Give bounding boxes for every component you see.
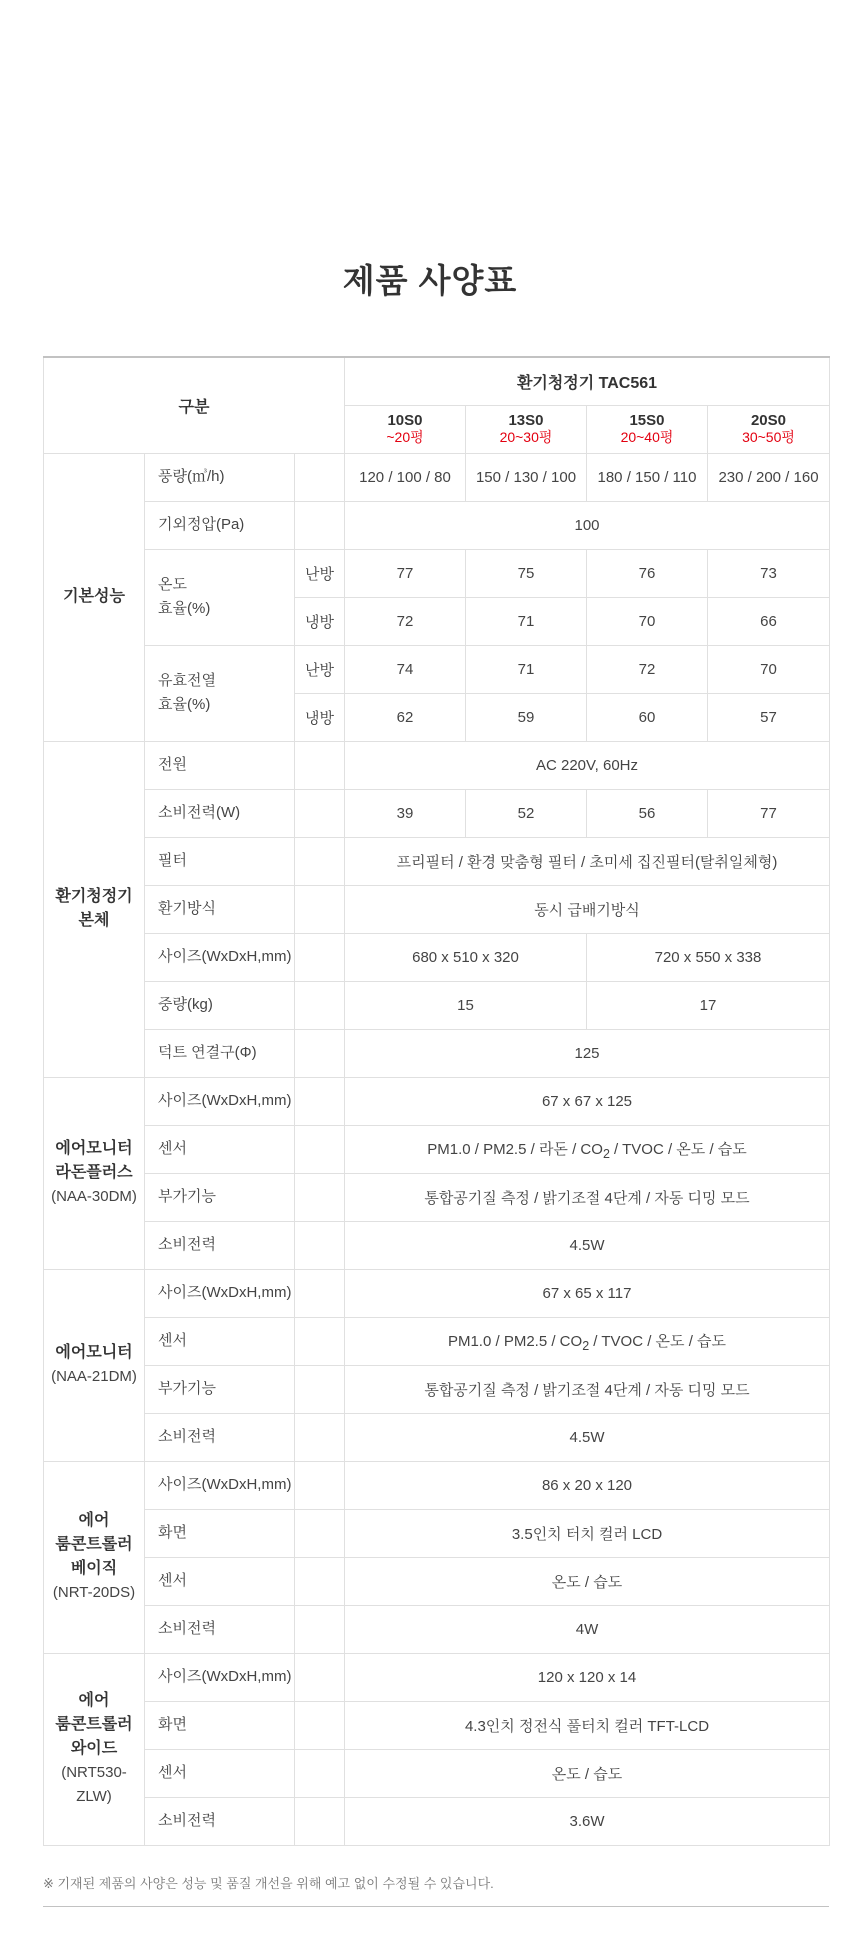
- section-controller-basic: [44, 1461, 145, 1653]
- table-row: [44, 453, 830, 501]
- sensor-text: PM1.0 / PM2.5 / 라돈 / CO: [427, 1140, 603, 1158]
- footnote: ※ 기재된 제품의 사양은 성능 및 품질 개선을 위해 예고 없이 수정될 수 있습니다.: [43, 1876, 494, 1891]
- value-cell: 180 / 150 / 110: [587, 453, 708, 501]
- item-label: 소비전력: [145, 1221, 295, 1269]
- item-label: 덕트 연결구(Φ): [145, 1029, 295, 1077]
- sub-label: 냉방: [295, 693, 345, 741]
- sub-label-empty: [295, 1173, 345, 1221]
- section-name-line: 룸콘트롤러: [55, 1536, 133, 1553]
- value-cell: 70: [587, 597, 708, 645]
- value-cell: 59: [466, 693, 587, 741]
- section-monitor: [44, 1269, 145, 1461]
- value-cell: 3.6W: [345, 1797, 830, 1845]
- value-cell: 125: [345, 1029, 830, 1077]
- model-name: 20S0: [750, 412, 787, 429]
- sub-label: 난방: [295, 645, 345, 693]
- value-cell: 통합공기질 측정 / 밝기조절 4단계 / 자동 디밍 모드: [345, 1365, 830, 1413]
- sub-label-empty: [295, 1653, 345, 1701]
- table-row: [44, 1269, 830, 1317]
- sub-label-empty: [295, 1269, 345, 1317]
- sensor-text: PM1.0 / PM2.5 / CO: [447, 1332, 583, 1350]
- value-cell: 통합공기질 측정 / 밝기조절 4단계 / 자동 디밍 모드: [345, 1173, 830, 1221]
- table-row: [44, 1749, 830, 1797]
- sub-label-empty: [295, 1365, 345, 1413]
- value-cell: 230 / 200 / 160: [708, 453, 830, 501]
- section-model-code: (NRT-20DS): [52, 1584, 136, 1601]
- value-cell: 4.5W: [345, 1413, 830, 1461]
- section-name-line: 환기청정기: [55, 888, 133, 905]
- value-cell: 57: [708, 693, 830, 741]
- table-row: [44, 501, 830, 549]
- value-cell: 67 x 67 x 125: [345, 1077, 830, 1125]
- sub-label-empty: [295, 1413, 345, 1461]
- sensor-text: / TVOC / 온도 / 습도: [589, 1332, 727, 1350]
- section-name-line: 베이직: [70, 1560, 118, 1577]
- item-label: 중량(kg): [145, 981, 295, 1029]
- value-cell: 60: [587, 693, 708, 741]
- section-name-line: 에어모니터: [55, 1140, 133, 1157]
- table-row: [44, 1221, 830, 1269]
- table-row: [44, 789, 830, 837]
- page-title: 제품 사양표: [342, 262, 518, 299]
- sub-label-empty: [295, 453, 345, 501]
- value-cell: 52: [466, 789, 587, 837]
- value-cell: 120 x 120 x 14: [345, 1653, 830, 1701]
- value-cell: 71: [466, 597, 587, 645]
- value-cell: 680 x 510 x 320: [345, 933, 587, 981]
- value-cell: 70: [708, 645, 830, 693]
- sub-label-empty: [295, 837, 345, 885]
- section-name-line: 본체: [78, 912, 110, 929]
- item-label: 사이즈(WxDxH,mm): [145, 1653, 295, 1701]
- table-row: [44, 981, 830, 1029]
- value-cell: 3.5인치 터치 컬러 LCD: [345, 1509, 830, 1557]
- subscript: 2: [602, 1146, 610, 1161]
- section-name-line: 룸콘트롤러: [55, 1716, 133, 1733]
- sub-label-empty: [295, 933, 345, 981]
- model-area: 20~40평: [620, 429, 674, 445]
- value-cell: 100: [345, 501, 830, 549]
- sub-label-empty: [295, 741, 345, 789]
- value-cell: 프리필터 / 환경 맞춤형 필터 / 초미세 집진필터(탈취일체형): [345, 837, 830, 885]
- table-row: [44, 933, 830, 981]
- model-10s0: [345, 405, 466, 453]
- item-label: 소비전력: [145, 1797, 295, 1845]
- item-label-line: 온도: [158, 576, 187, 593]
- value-cell: 4W: [345, 1605, 830, 1653]
- section-basic: 기본성능: [44, 453, 145, 741]
- item-label: [145, 645, 295, 741]
- item-label: 전원: [145, 741, 295, 789]
- value-cell: 17: [587, 981, 830, 1029]
- value-cell: 75: [466, 549, 587, 597]
- sub-label-empty: [295, 885, 345, 933]
- model-20s0: [708, 405, 830, 453]
- value-cell: AC 220V, 60Hz: [345, 741, 830, 789]
- item-label: [145, 549, 295, 645]
- table-row: [44, 1557, 830, 1605]
- section-model-code: (NAA-21DM): [51, 1368, 137, 1385]
- sub-label-empty: [295, 1557, 345, 1605]
- value-cell: 86 x 20 x 120: [345, 1461, 830, 1509]
- sub-label-empty: [295, 1701, 345, 1749]
- item-label: 센서: [145, 1749, 295, 1797]
- item-label: 센서: [145, 1557, 295, 1605]
- value-cell: 온도 / 습도: [345, 1749, 830, 1797]
- item-label: 센서: [145, 1125, 295, 1173]
- sub-label-empty: [295, 1029, 345, 1077]
- sub-label-empty: [295, 501, 345, 549]
- value-cell: 15: [345, 981, 587, 1029]
- value-cell: 56: [587, 789, 708, 837]
- item-label-line: 효율(%): [158, 696, 211, 713]
- table-row: [44, 1413, 830, 1461]
- item-label: 센서: [145, 1317, 295, 1365]
- table-row: [44, 645, 830, 693]
- table-row: [44, 1653, 830, 1701]
- header-row: [44, 357, 830, 405]
- sub-label-empty: [295, 1797, 345, 1845]
- value-cell: 120 / 100 / 80: [345, 453, 466, 501]
- sub-label-empty: [295, 1461, 345, 1509]
- item-label: 소비전력: [145, 1605, 295, 1653]
- item-label-line: 효율(%): [158, 600, 211, 617]
- model-name: 15S0: [629, 412, 665, 429]
- value-cell: 62: [345, 693, 466, 741]
- table-row: [44, 1125, 830, 1173]
- table-row: [44, 549, 830, 597]
- value-cell: 74: [345, 645, 466, 693]
- section-name-line: 에어: [78, 1512, 110, 1529]
- table-row: [44, 1509, 830, 1557]
- sub-label-empty: [295, 1221, 345, 1269]
- value-cell: 71: [466, 645, 587, 693]
- value-cell: 4.5W: [345, 1221, 830, 1269]
- model-area: 20~30평: [499, 429, 553, 445]
- item-label: 사이즈(WxDxH,mm): [145, 1461, 295, 1509]
- bottom-divider: [43, 1906, 829, 1907]
- section-name-line: 라돈플러스: [55, 1164, 133, 1181]
- value-cell: 66: [708, 597, 830, 645]
- table-row: [44, 1317, 830, 1365]
- section-body: [44, 741, 145, 1077]
- value-cell: [345, 1317, 830, 1365]
- value-cell: 73: [708, 549, 830, 597]
- sub-label-empty: [295, 1125, 345, 1173]
- table-row: [44, 1173, 830, 1221]
- sub-label-empty: [295, 1509, 345, 1557]
- value-cell: 온도 / 습도: [345, 1557, 830, 1605]
- table-row: [44, 837, 830, 885]
- table-row: [44, 1029, 830, 1077]
- model-15s0: [587, 405, 708, 453]
- section-name-line: 에어모니터: [55, 1344, 133, 1361]
- item-label: 소비전력(W): [145, 789, 295, 837]
- model-name: 13S0: [508, 412, 544, 429]
- table-row: [44, 741, 830, 789]
- table-row: [44, 1365, 830, 1413]
- item-label: 부가기능: [145, 1173, 295, 1221]
- value-cell: 39: [345, 789, 466, 837]
- item-label: 부가기능: [145, 1365, 295, 1413]
- item-label: 화면: [145, 1701, 295, 1749]
- value-cell: 150 / 130 / 100: [466, 453, 587, 501]
- sub-label-empty: [295, 1749, 345, 1797]
- value-cell: 72: [345, 597, 466, 645]
- value-cell: [345, 1125, 830, 1173]
- item-label: 사이즈(WxDxH,mm): [145, 933, 295, 981]
- sub-label-empty: [295, 1077, 345, 1125]
- value-cell: 동시 급배기방식: [345, 885, 830, 933]
- product-title-header: 환기청정기 TAC561: [345, 357, 830, 405]
- table-row: [44, 1797, 830, 1845]
- item-label: 사이즈(WxDxH,mm): [145, 1077, 295, 1125]
- item-label: 환기방식: [145, 885, 295, 933]
- value-cell: 67 x 65 x 117: [345, 1269, 830, 1317]
- section-model-code: (NAA-30DM): [51, 1188, 137, 1205]
- section-controller-wide: [44, 1653, 145, 1845]
- spec-table: [43, 356, 830, 1846]
- section-model-code: (NRT530-ZLW): [61, 1764, 127, 1805]
- item-label: 풍량(㎥/h): [145, 453, 295, 501]
- table-row: [44, 1077, 830, 1125]
- item-label: 소비전력: [145, 1413, 295, 1461]
- value-cell: 76: [587, 549, 708, 597]
- item-label: 화면: [145, 1509, 295, 1557]
- section-monitor-radon: [44, 1077, 145, 1269]
- sub-label: 난방: [295, 549, 345, 597]
- model-name: 10S0: [387, 412, 423, 429]
- item-label: 필터: [145, 837, 295, 885]
- sub-label-empty: [295, 789, 345, 837]
- value-cell: 77: [708, 789, 830, 837]
- table-row: [44, 885, 830, 933]
- category-header: 구분: [44, 357, 345, 453]
- sub-label-empty: [295, 1317, 345, 1365]
- value-cell: 72: [587, 645, 708, 693]
- section-name-line: 와이드: [70, 1740, 118, 1757]
- sub-label-empty: [295, 981, 345, 1029]
- model-area: ~20평: [386, 429, 424, 445]
- table-row: [44, 1605, 830, 1653]
- section-name-line: 에어: [78, 1692, 110, 1709]
- item-label: 기외정압(Pa): [145, 501, 295, 549]
- model-area: 30~50평: [742, 429, 795, 445]
- sensor-text: / TVOC / 온도 / 습도: [609, 1140, 747, 1158]
- subscript: 2: [582, 1338, 590, 1353]
- table-row: [44, 1701, 830, 1749]
- sub-label-empty: [295, 1605, 345, 1653]
- item-label-line: 유효전열: [158, 672, 216, 689]
- value-cell: 720 x 550 x 338: [587, 933, 830, 981]
- value-cell: 77: [345, 549, 466, 597]
- item-label: 사이즈(WxDxH,mm): [145, 1269, 295, 1317]
- model-13s0: [466, 405, 587, 453]
- table-row: [44, 1461, 830, 1509]
- value-cell: 4.3인치 정전식 풀터치 컬러 TFT-LCD: [345, 1701, 830, 1749]
- sub-label: 냉방: [295, 597, 345, 645]
